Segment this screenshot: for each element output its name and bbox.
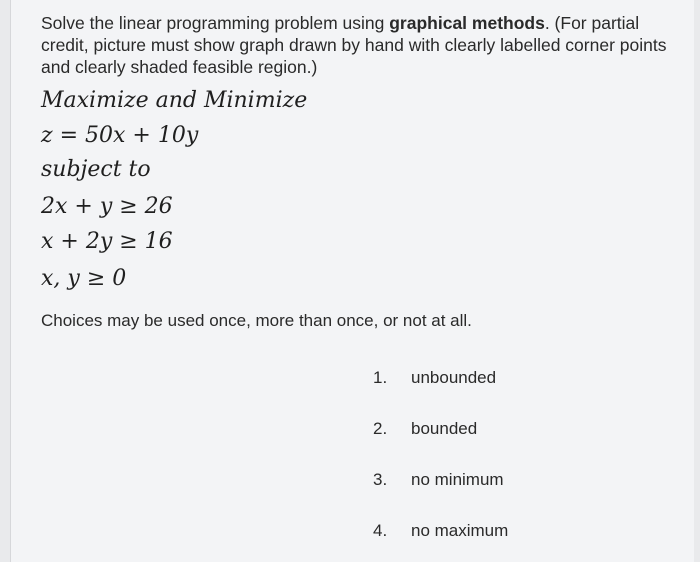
prompt-bold-text: graphical methods xyxy=(389,13,545,33)
choice-item xyxy=(373,419,477,439)
choice-number: 4. xyxy=(373,521,388,540)
subject-to-label: subject to xyxy=(41,157,151,182)
choice-item xyxy=(373,521,508,541)
choice-number: 2. xyxy=(373,419,388,438)
question-prompt xyxy=(41,12,681,78)
choice-item xyxy=(373,368,496,388)
choice-number: 3. xyxy=(373,470,388,489)
constraint-2: x + 2y ≥ 16 xyxy=(41,229,173,254)
choice-item xyxy=(373,470,504,490)
objective-function: z = 50x + 10y xyxy=(41,123,199,148)
choice-label: bounded xyxy=(411,419,478,438)
choice-label: no minimum xyxy=(411,470,504,489)
constraint-3: x, y ≥ 0 xyxy=(41,266,127,291)
constraint-1: 2x + y ≥ 26 xyxy=(41,194,173,219)
choices-note: Choices may be used once, more than once, or not at all. xyxy=(41,311,472,330)
choice-label: no maximum xyxy=(411,521,509,540)
objective-heading: Maximize and Minimize xyxy=(41,88,308,113)
question-card xyxy=(10,0,694,562)
choice-label: unbounded xyxy=(411,368,497,387)
prompt-text-end: . (For partial credit, picture must show graph drawn by hand with clearly labelled corner points and clearly shaded feasible region.) xyxy=(41,13,667,77)
choice-number: 1. xyxy=(373,368,388,387)
prompt-text-start: Solve the linear programming problem using xyxy=(41,13,390,33)
